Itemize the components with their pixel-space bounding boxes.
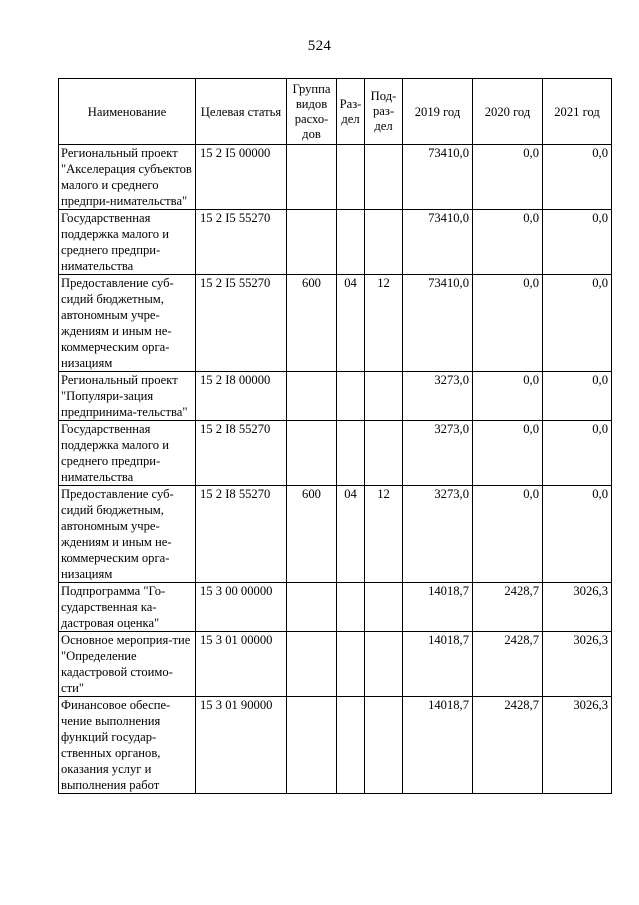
row-group bbox=[287, 632, 337, 697]
row-name: Государственная поддержка малого и среднего предпри-нимательства bbox=[59, 421, 196, 486]
row-code: 15 2 I8 00000 bbox=[196, 372, 287, 421]
row-2021: 0,0 bbox=[543, 145, 612, 210]
row-name: Государственная поддержка малого и среднего предпри-нимательства bbox=[59, 210, 196, 275]
row-code: 15 2 I5 55270 bbox=[196, 210, 287, 275]
row-section bbox=[337, 372, 365, 421]
row-section: 04 bbox=[337, 486, 365, 583]
row-section bbox=[337, 697, 365, 794]
header-name: Наименование bbox=[59, 79, 196, 145]
table-row bbox=[59, 210, 612, 275]
row-group: 600 bbox=[287, 275, 337, 372]
row-subsection bbox=[365, 421, 403, 486]
row-2020: 2428,7 bbox=[473, 697, 543, 794]
table-row bbox=[59, 632, 612, 697]
row-group bbox=[287, 421, 337, 486]
row-2021: 3026,3 bbox=[543, 632, 612, 697]
row-name: Подпрограмма "Го-сударственная ка-дастровая оценка" bbox=[59, 583, 196, 632]
row-code: 15 2 I8 55270 bbox=[196, 421, 287, 486]
row-2021: 0,0 bbox=[543, 372, 612, 421]
row-section bbox=[337, 421, 365, 486]
row-code: 15 3 00 00000 bbox=[196, 583, 287, 632]
row-name: Региональный проект "Акселерация субъектов малого и среднего предпри-нимательства" bbox=[59, 145, 196, 210]
row-subsection bbox=[365, 210, 403, 275]
row-group bbox=[287, 145, 337, 210]
row-2021: 0,0 bbox=[543, 486, 612, 583]
row-group bbox=[287, 372, 337, 421]
row-subsection bbox=[365, 632, 403, 697]
table-row bbox=[59, 275, 612, 372]
budget-table bbox=[58, 78, 612, 794]
table-row bbox=[59, 697, 612, 794]
row-2019: 73410,0 bbox=[403, 275, 473, 372]
row-code: 15 3 01 90000 bbox=[196, 697, 287, 794]
row-2020: 0,0 bbox=[473, 145, 543, 210]
row-2019: 14018,7 bbox=[403, 697, 473, 794]
header-2021: 2021 год bbox=[543, 79, 612, 145]
table-row bbox=[59, 583, 612, 632]
row-name: Региональный проект "Популяри-зация предпринима-тельства" bbox=[59, 372, 196, 421]
header-subsection: Под-раз-дел bbox=[365, 79, 403, 145]
header-2020: 2020 год bbox=[473, 79, 543, 145]
row-name: Предоставление суб-сидий бюджетным, автономным учре-ждениям и иным не-коммерческим орга-низациям bbox=[59, 486, 196, 583]
row-subsection bbox=[365, 372, 403, 421]
header-expense-group: Группа видов расхо-дов bbox=[287, 79, 337, 145]
row-group bbox=[287, 697, 337, 794]
table-row bbox=[59, 421, 612, 486]
row-section bbox=[337, 210, 365, 275]
row-name: Предоставление суб-сидий бюджетным, автономным учре-ждениям и иным не-коммерческим орга-низациям bbox=[59, 275, 196, 372]
row-2019: 73410,0 bbox=[403, 210, 473, 275]
header-target-article: Целевая статья bbox=[196, 79, 287, 145]
row-code: 15 2 I8 55270 bbox=[196, 486, 287, 583]
row-2020: 0,0 bbox=[473, 372, 543, 421]
row-subsection: 12 bbox=[365, 275, 403, 372]
row-code: 15 2 I5 00000 bbox=[196, 145, 287, 210]
row-2019: 3273,0 bbox=[403, 421, 473, 486]
row-2019: 73410,0 bbox=[403, 145, 473, 210]
row-section bbox=[337, 145, 365, 210]
row-2021: 0,0 bbox=[543, 275, 612, 372]
row-2021: 0,0 bbox=[543, 210, 612, 275]
row-subsection bbox=[365, 145, 403, 210]
page-number: 524 bbox=[307, 38, 332, 54]
row-section bbox=[337, 632, 365, 697]
table-row bbox=[59, 486, 612, 583]
row-2019: 3273,0 bbox=[403, 486, 473, 583]
row-subsection: 12 bbox=[365, 486, 403, 583]
row-code: 15 3 01 00000 bbox=[196, 632, 287, 697]
row-2020: 0,0 bbox=[473, 421, 543, 486]
row-2020: 2428,7 bbox=[473, 583, 543, 632]
row-2020: 2428,7 bbox=[473, 632, 543, 697]
row-subsection bbox=[365, 697, 403, 794]
row-2020: 0,0 bbox=[473, 275, 543, 372]
table-row bbox=[59, 145, 612, 210]
header-2019: 2019 год bbox=[403, 79, 473, 145]
row-2019: 14018,7 bbox=[403, 632, 473, 697]
row-2019: 14018,7 bbox=[403, 583, 473, 632]
row-section bbox=[337, 583, 365, 632]
row-group: 600 bbox=[287, 486, 337, 583]
header-section: Раз-дел bbox=[337, 79, 365, 145]
table-row bbox=[59, 372, 612, 421]
row-2020: 0,0 bbox=[473, 486, 543, 583]
row-subsection bbox=[365, 583, 403, 632]
row-2019: 3273,0 bbox=[403, 372, 473, 421]
row-code: 15 2 I5 55270 bbox=[196, 275, 287, 372]
row-2021: 3026,3 bbox=[543, 697, 612, 794]
row-group bbox=[287, 210, 337, 275]
header-row bbox=[59, 79, 612, 145]
row-2021: 0,0 bbox=[543, 421, 612, 486]
row-name: Финансовое обеспе-чение выполнения функций государ-ственных органов, оказания услуг и выполнения работ bbox=[59, 697, 196, 794]
row-name: Основное мероприя-тие "Определение кадастровой стоимо-сти" bbox=[59, 632, 196, 697]
row-2021: 3026,3 bbox=[543, 583, 612, 632]
row-group bbox=[287, 583, 337, 632]
row-section: 04 bbox=[337, 275, 365, 372]
row-2020: 0,0 bbox=[473, 210, 543, 275]
